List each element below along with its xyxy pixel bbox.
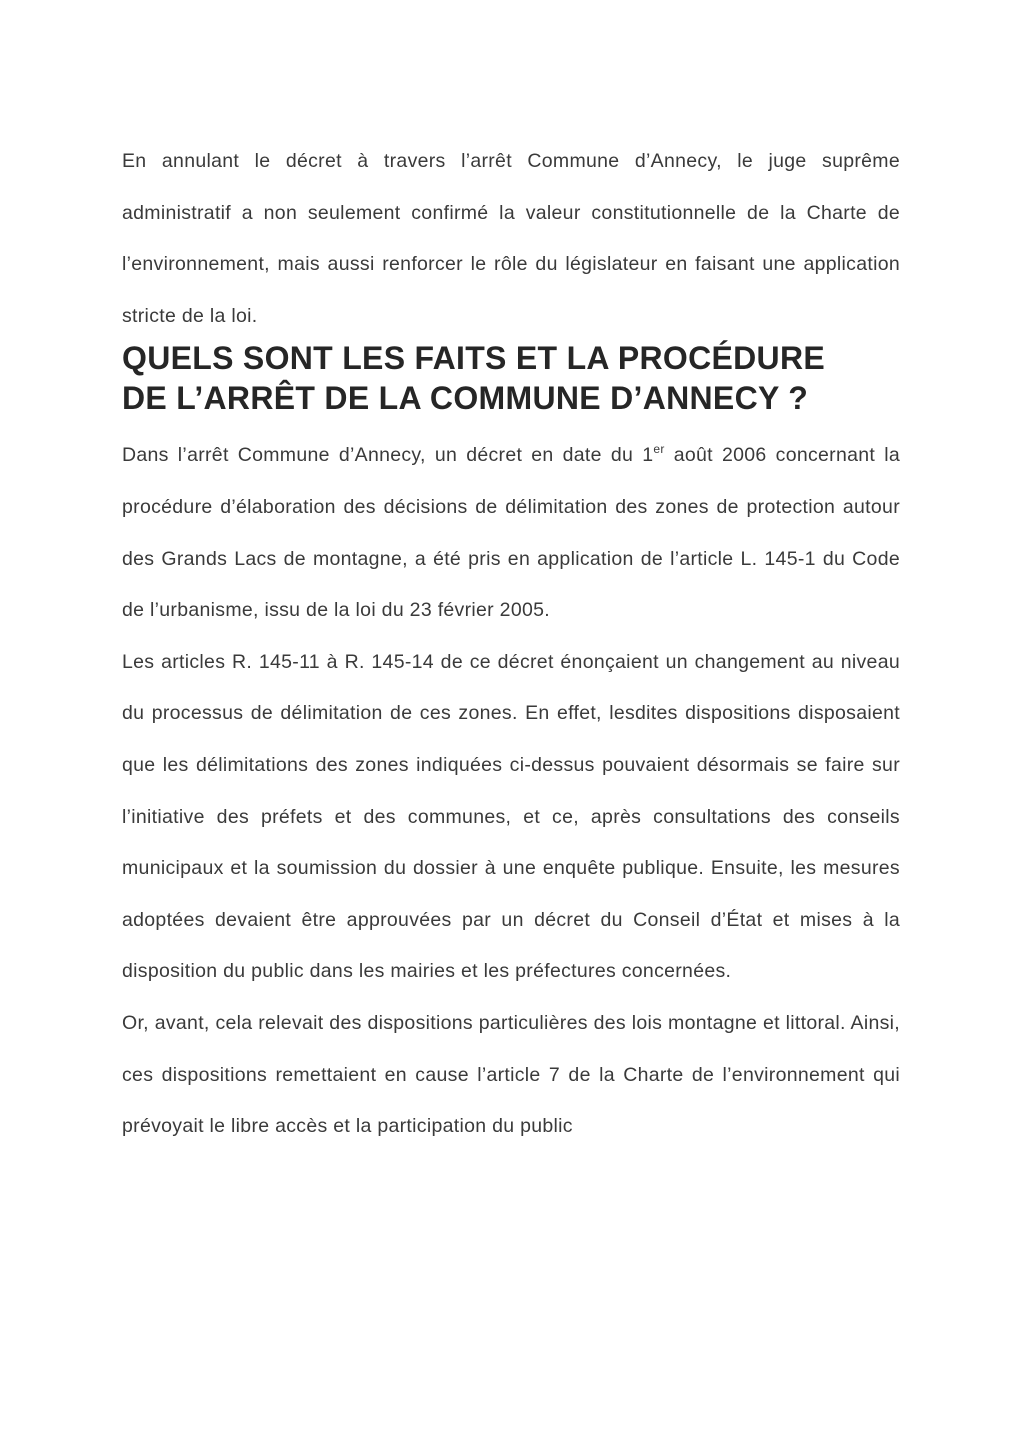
facts-paragraph [122,430,900,636]
charter-paragraph: Or, avant, cela relevait des dispositions particulières des lois montagne et littoral. Ainsi, ces dispositions remettaient en cause l’article 7 de la Charte de l’environnement qui prévoyait le libre accès et la participation du public [122,1011,900,1138]
document-page [122,136,900,1153]
section-heading [122,338,900,418]
section-heading-line-1: QUELS SONT LES FAITS ET LA PROCÉDURE [122,340,826,377]
intro-paragraph: En annulant le décret à travers l’arrêt Commune d’Annecy, le juge suprême administratif a non seulement confirmé la valeur constitutionnelle de la Charte de l’environnement, mais aussi renforcer le rôle du législateur en faisant une application stricte de la loi. [122,150,900,327]
section-heading-line-2: DE L’ARRÊT DE LA COMMUNE D’ANNECY ? [122,380,809,417]
facts-paragraph-text-start: Dans l’arrêt Commune d’Annecy, un décret en date du 1 [122,444,654,467]
facts-paragraph-text-end: août 2006 concernant la procédure d’élaboration des décisions de délimitation des zones de protection autour des Grands Lacs de montagne, a été pris en application de l’article L. 145-1 du Code de l’urbanisme, issu de la loi du 23 février 2005. [122,444,900,622]
ordinal-superscript: er [653,442,665,457]
articles-paragraph: Les articles R. 145-11 à R. 145-14 de ce décret énonçaient un changement au niveau du processus de délimitation de ces zones. En effet, lesdites dispositions disposaient que les délimitations des zones indiquées ci-dessus pouvaient désormais se faire sur l’initiative des préfets et des communes, et ce, après consultations des conseils municipaux et la soumission du dossier à une enquête publique. Ensuite, les mesures adoptées devaient être approuvées par un décret du Conseil d’État et mises à la disposition du public dans les mairies et les préfectures concernées. [122,650,900,983]
